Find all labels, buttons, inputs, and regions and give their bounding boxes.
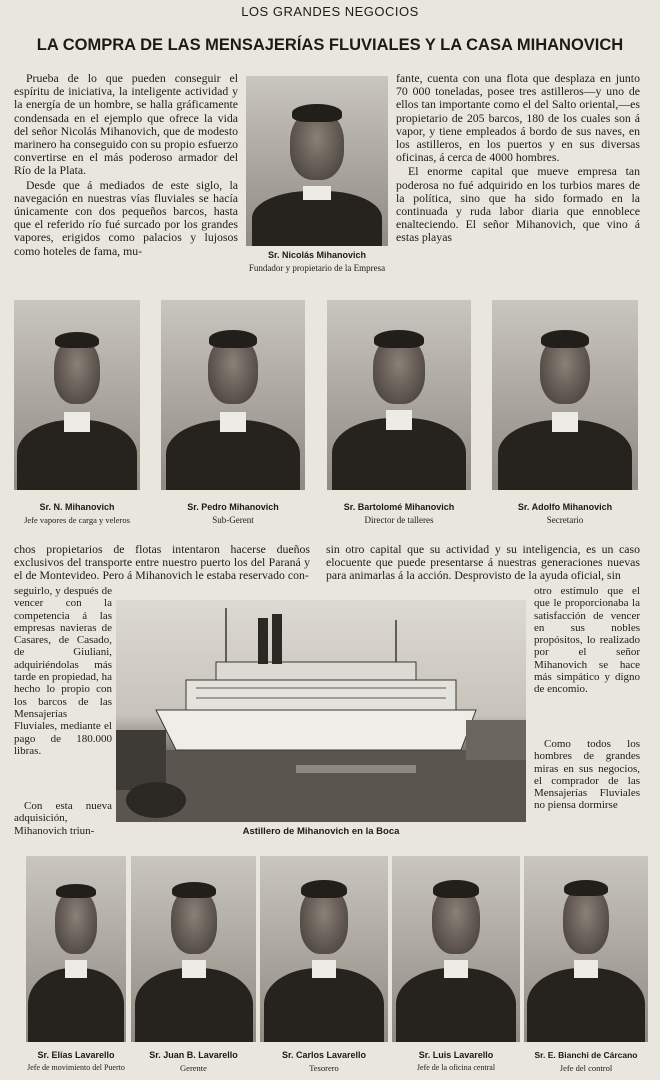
article-mid-top-right: sin otro capital que su actividad y su inteligencia, es un caso elocuente que puede presentarse á nuestras generaciones nuevas para animarlas á la acción. Desprovisto de la ayuda oficial, sin	[326, 542, 640, 583]
paragraph: Desde que á mediados de este siglo, la navegación en nuestras vías fluviales se hacía únicamente con dos pequeños barcos, hasta que el referido río fué surcado por los grandes vapores, erigidos como palacios y lujosos como hoteles de fama, mu-	[14, 177, 238, 258]
portrait-caption-role: Jefe vapores de carga y veleros	[24, 515, 130, 525]
portrait-caption-role: Jefe del control	[559, 1063, 613, 1073]
portrait-pedro-mihanovich	[161, 300, 305, 490]
portrait-caption-name: Sr. Elías Lavarello	[37, 1050, 115, 1060]
portrait-caption-name: Sr. Juan B. Lavarello	[149, 1050, 238, 1060]
portrait-adolfo-mihanovich	[492, 300, 638, 490]
article-mid-top-left: chos propietarios de flotas intentaron hacerse dueños exclusivos del transporte entre nuestro puerto los del Paraná y el de Montevideo. Pero á Mihanovich le estaba reservado con-	[14, 542, 310, 583]
steamship-illustration	[116, 600, 526, 822]
article-title: LA COMPRA DE LAS MENSAJERÍAS FLUVIALES Y LA CASA MIHANOVICH	[36, 36, 624, 54]
portrait-caption-name: Sr. E. Bianchi de Cárcano	[534, 1050, 638, 1060]
portrait-caption-name: Sr. N. Mihanovich	[39, 502, 115, 512]
portrait-caption-name: Sr. Nicolás Mihanovich	[267, 250, 367, 260]
portrait-nicolas-mihanovich	[246, 76, 388, 246]
article-mid-right-narrow: otro estímulo que el que le proporcionaba la satisfacción de vencer en sus nobles propósitos, lo realizado por el señor Mihanovich se hace más simpático y digno de encomio.	[534, 585, 640, 696]
portrait-caption-role: Gerente	[180, 1063, 207, 1073]
portrait-caption-name: Sr. Luis Lavarello	[418, 1050, 494, 1060]
portrait-caption-role: Sub-Gerent	[212, 515, 254, 525]
portrait-caption-name: Sr. Adolfo Mihanovich	[517, 502, 613, 512]
portrait-n-mihanovich	[14, 300, 140, 490]
portrait-caption-name: Sr. Carlos Lavarello	[281, 1050, 367, 1060]
shipyard-caption: Astillero de Mihanovich en la Boca	[242, 826, 400, 837]
portrait-caption-role: Tesorero	[309, 1063, 339, 1073]
portrait-juan-b-lavarello	[131, 856, 256, 1042]
shipyard-photo	[116, 600, 526, 822]
article-mid-left-narrow: seguirlo, y después de vencer con la competencia á las empresas navieras de Casares, de Casado, de Giuliani, adquiriéndolas más tarde en propiedad, ha hecho lo propio con los barcos de las Mensajerías Fluviales, mediante el pago de 180.000 libras.	[14, 585, 112, 757]
paragraph: Prueba de lo que pueden conseguir el espíritu de iniciativa, la inteligente actividad y la energía de un hombre, se halla gráficamente condensada en el ejemplo que ofrece la vida del señor Nicolás Mihanovich, que de modesto marinero ha conseguido con su propio esfuerzo convertirse en el más poderoso armador del Río de la Plata.	[14, 71, 238, 178]
article-mid-left-end: Con esta nueva adquisición, Mihanovich triun-	[14, 800, 112, 837]
portrait-bartolome-mihanovich	[327, 300, 471, 490]
portrait-caption-name: Sr. Pedro Mihanovich	[187, 502, 279, 512]
portrait-carlos-lavarello	[260, 856, 388, 1042]
portrait-caption-role: Jefe de la oficina central	[416, 1063, 496, 1072]
paragraph: fante, cuenta con una flota que desplaza en junto 70 000 toneladas, posee tres astilleros—y uno de ellos tan importante como el del Salto oriental,—es propietario de 205 barcos, 180 de los cuales son á vapor, y tiene empleados á bordo de sus naves, en los astilleros, en los puertos y en sus diversas oficinas, á cerca de 4000 hombres.	[396, 71, 640, 165]
portrait-caption-role: Fundador y propietario de la Empresa	[248, 263, 386, 273]
portrait-luis-lavarello	[392, 856, 520, 1042]
article-column-2	[396, 72, 640, 245]
portrait-caption-role: Director de talleres	[364, 515, 434, 525]
portrait-caption-name: Sr. Bartolomé Mihanovich	[343, 502, 455, 512]
portrait-elias-lavarello	[26, 856, 126, 1042]
article-mid-right-end: Como todos los hombres de grandes miras en sus negocios, el comprador de las Mensajerías Fluviales no piensa dormirse	[534, 738, 640, 812]
paragraph: El enorme capital que mueve empresa tan poderosa no fué adquirido en los turbios mares de la política, sino que ha sido formado en la continuada y ruda labor diaria que ennoblece enalteciendo. El señor Mihanovich, que vino á estas playas	[396, 164, 640, 245]
portrait-caption-role: Secretario	[546, 515, 584, 525]
portrait-caption-role: Jefe de movimiento del Puerto	[27, 1063, 125, 1072]
portrait-e-bianchi-de-carcano	[524, 856, 648, 1042]
section-header: LOS GRANDES NEGOCIOS	[241, 4, 419, 19]
article-column-1	[14, 72, 238, 258]
